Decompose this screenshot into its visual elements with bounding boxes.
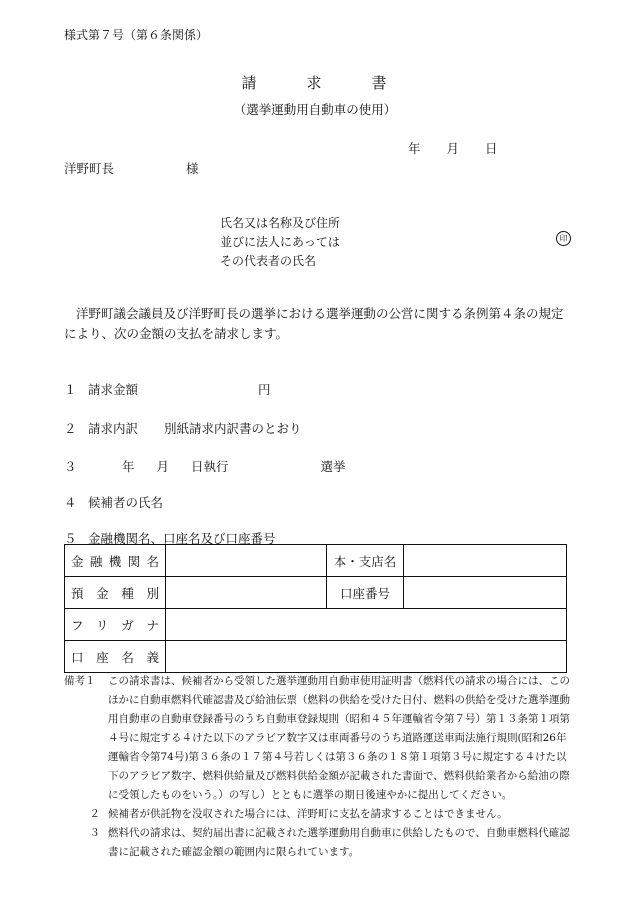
item-label: 候補者の氏名 (88, 495, 164, 510)
table-row (65, 609, 567, 641)
item-candidate-name (64, 493, 163, 511)
item-number: ２ (64, 421, 77, 436)
applicant-block (220, 214, 340, 271)
note-number: ２ (89, 808, 100, 820)
item-claim-amount (64, 380, 271, 398)
election-name: 選挙 (320, 459, 346, 474)
note-text: 燃料代の請求は、契約届出書に記載された選挙運動用自動車に供給したもので、自動車燃料代確認書に記載された確認金額の範囲内に限られています。 (108, 827, 570, 858)
bank-name-field[interactable] (166, 545, 327, 577)
applicant-line: 並びに法人にあっては (220, 235, 340, 249)
note-label: 備考１ (64, 675, 96, 687)
note-item (64, 824, 572, 862)
branch-label: 本・支店名 (327, 545, 404, 577)
note-item (64, 672, 572, 805)
addressee (64, 159, 199, 177)
addressee-honorific: 様 (186, 161, 199, 176)
item-number: ４ (64, 495, 77, 510)
furigana-label: フリガナ (65, 609, 166, 641)
table-row (65, 641, 567, 673)
table-row (65, 577, 567, 609)
election-year: 年 (122, 459, 135, 474)
note-item (64, 805, 572, 824)
deposit-type-label: 預金種別 (65, 577, 166, 609)
notes-section (64, 672, 572, 862)
bank-name-label: 金融機関名 (65, 545, 166, 577)
title-char: 書 (371, 74, 389, 92)
item-label: 請求内訳 (88, 421, 139, 436)
account-number-label: 口座番号 (327, 577, 404, 609)
applicant-line: 氏名又は名称及び住所 (220, 216, 341, 230)
account-name-label: 口座名義 (65, 641, 166, 673)
election-month: 月 (156, 459, 170, 474)
page-title (0, 72, 630, 93)
item-number: １ (64, 382, 77, 397)
date-line (408, 139, 498, 157)
bank-account-table (64, 544, 567, 673)
branch-field[interactable] (404, 545, 567, 577)
table-row (65, 545, 567, 577)
date-day: 日 (485, 141, 498, 156)
date-month: 月 (446, 141, 460, 156)
item-label: 請求金額 (88, 382, 139, 397)
addressee-name: 洋野町長 (64, 161, 115, 176)
account-name-field[interactable] (166, 641, 567, 673)
account-number-field[interactable] (404, 577, 567, 609)
applicant-line: その代表者の氏名 (220, 254, 317, 268)
page-subtitle: （選挙運動用自動車の使用） (233, 102, 397, 117)
seal-mark: 印 (556, 231, 571, 246)
item-claim-detail (64, 419, 302, 437)
note-text: 候補者が供託物を没収された場合には、洋野町に支払を請求することはできません。 (108, 808, 508, 820)
election-day: 日執行 (191, 459, 229, 474)
form-number: 様式第７号（第６条関係） (64, 28, 209, 42)
claim-statement: 洋野町議会議員及び洋野町長の選挙における選挙運動の公営に関する条例第４条の規定により、次の金額の支払を請求します。 (64, 306, 564, 341)
amount-unit: 円 (258, 382, 271, 397)
item-election (64, 457, 346, 475)
note-text: この請求書は、候補者から受領した選挙運動用自動車使用証明書（燃料代の請求の場合には、このほかに自動車燃料代確認書及び給油伝票（燃料の供給を受けた日付、燃料の供給を受けた選挙運動用自動車の自動車登録番号のうち自動車登録規則（昭和４５年運輸省令第７号）第１３条第１項第４号に規定する４けた以下のアラビア数字又は車両番号のうち道路運送車両法施行規則(昭和26年運輸省令第74号)第３６条の１７第４号若しくは第３６条の１８第１項第３号に規定する４けた以下のアラビア数字、燃料供給量及び燃料供給金額が記載された書面で、燃料供給業者から給油の際に受領したものをいう。）の写し）とともに選挙の期日後速やかに提出してください。 (108, 675, 570, 801)
item-number: ５ (64, 531, 77, 546)
item-label: 金融機関名、口座名及び口座番号 (88, 531, 276, 546)
deposit-type-field[interactable] (166, 577, 327, 609)
title-char: 請 (241, 74, 259, 92)
date-year: 年 (408, 141, 421, 156)
item-number: ３ (64, 459, 77, 474)
title-char: 求 (306, 74, 324, 92)
item-value: 別紙請求内訳書のとおり (164, 421, 302, 436)
note-number: ３ (89, 827, 100, 839)
furigana-field[interactable] (166, 609, 567, 641)
